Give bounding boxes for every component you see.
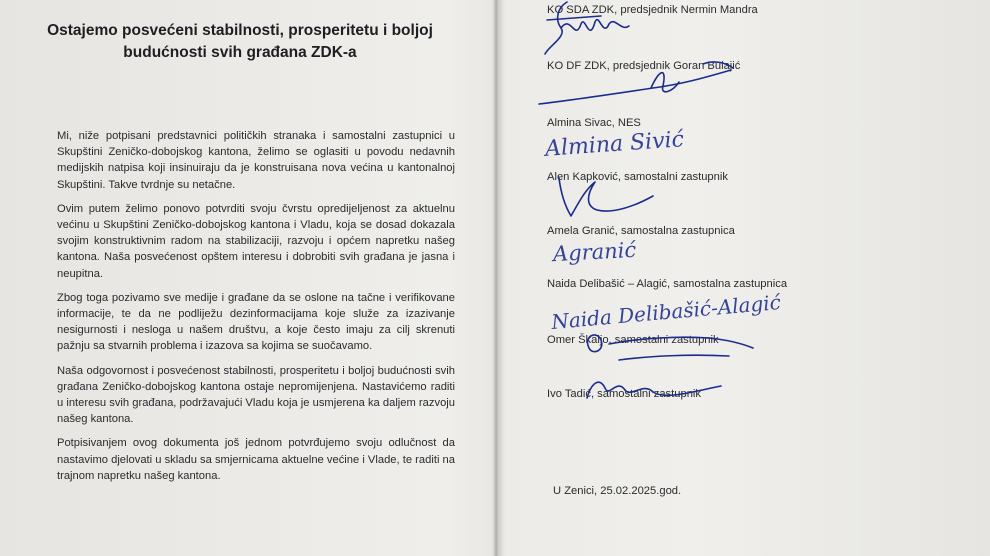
signatory-label: KO DF ZDK, predsjednik Goran Bulajić <box>547 60 741 72</box>
handwritten-signature <box>533 58 743 110</box>
signatory-label: Omer Škaljo, samostalni zastupnik <box>547 334 719 346</box>
handwritten-signature <box>551 172 661 222</box>
signatory-label: KO SDA ZDK, predsjednik Nermin Mandra <box>547 4 758 16</box>
signatory-label: Alen Kapković, samostalni zastupnik <box>547 171 728 183</box>
paragraph: Potpisivanjem ovog dokumenta još jednom potvrđujemo svoju odlučnost da nastavimo djelovati u skladu sa smjernicama aktuelne većine i Vlade, te raditi na trajnom napretku našeg kantona. <box>57 437 455 482</box>
statement-body <box>57 128 455 492</box>
handwritten-signature: Agranić <box>552 237 637 267</box>
signatures-page <box>497 0 990 556</box>
document-title: Ostajemo posvećeni stabilnosti, prosperitetu i boljoj budućnosti svih građana ZDK-a <box>47 22 433 61</box>
paragraph: Naša odgovornost i posvećenost stabilnosti, prosperitetu i boljoj budućnosti svih građana Zeničko-dobojskog kantona ostaje nepromijenjena. Nastavićemo raditi u interesu svih građana, podržavajući Vladu koja je usmjerena ka daljem razvoju našeg kantona. <box>57 364 455 426</box>
handwritten-signature <box>537 0 647 64</box>
handwritten-signature <box>581 368 731 408</box>
paragraph: Mi, niže potpisani predstavnici političkih stranaka i samostalni zastupnici u Skupštini Zeničko-dobojskog kantona, želimo se oglasiti u povodu nedavnih medijskih natpisa koji insinuiraju da je konstruisana nova većina u kantonalnoj Skupštini. Takve tvrdnje su netačne. <box>57 130 455 191</box>
signatory-label: Naida Delibašić – Alagić, samostalna zastupnica <box>547 278 788 290</box>
signatory-label: Ivo Tadić, samostalni zastupnik <box>547 388 702 400</box>
handwritten-signature <box>579 326 759 374</box>
signatory-label: Amela Granić, samostalna zastupnica <box>547 225 735 237</box>
handwritten-signature: Naida Delibašić-Alagić <box>550 290 782 334</box>
place-and-date: U Zenici, 25.02.2025.god. <box>553 485 682 497</box>
signatory-label: Almina Sivac, NES <box>547 117 641 129</box>
handwritten-signature: Almina Sivić <box>544 127 685 162</box>
paragraph: Zbog toga pozivamo sve medije i građane da se oslone na tačne i verifikovane informacije, te da ne podliježu dezinformacijama koje služe za izazivanje nesigurnosti i nesloga u našem društvu, a koje često imaju za cilj skrenuti pažnju sa stvarnih problema i izazova sa kojima se suočavamo. <box>57 291 455 353</box>
paragraph: Ovim putem želimo ponovo potvrditi svoju čvrstu opredijeljenost za aktuelnu većinu u Skupštini Zeničko-dobojskog kantona i Vladu, koja se dosad dokazala svojim konstruktivnim radom na stabilizaciji, razvoju i općem napretku našeg kantona. Naša posvećenost opštem interesu i dobrobiti svih građana je jasna i neupitna. <box>57 202 455 280</box>
